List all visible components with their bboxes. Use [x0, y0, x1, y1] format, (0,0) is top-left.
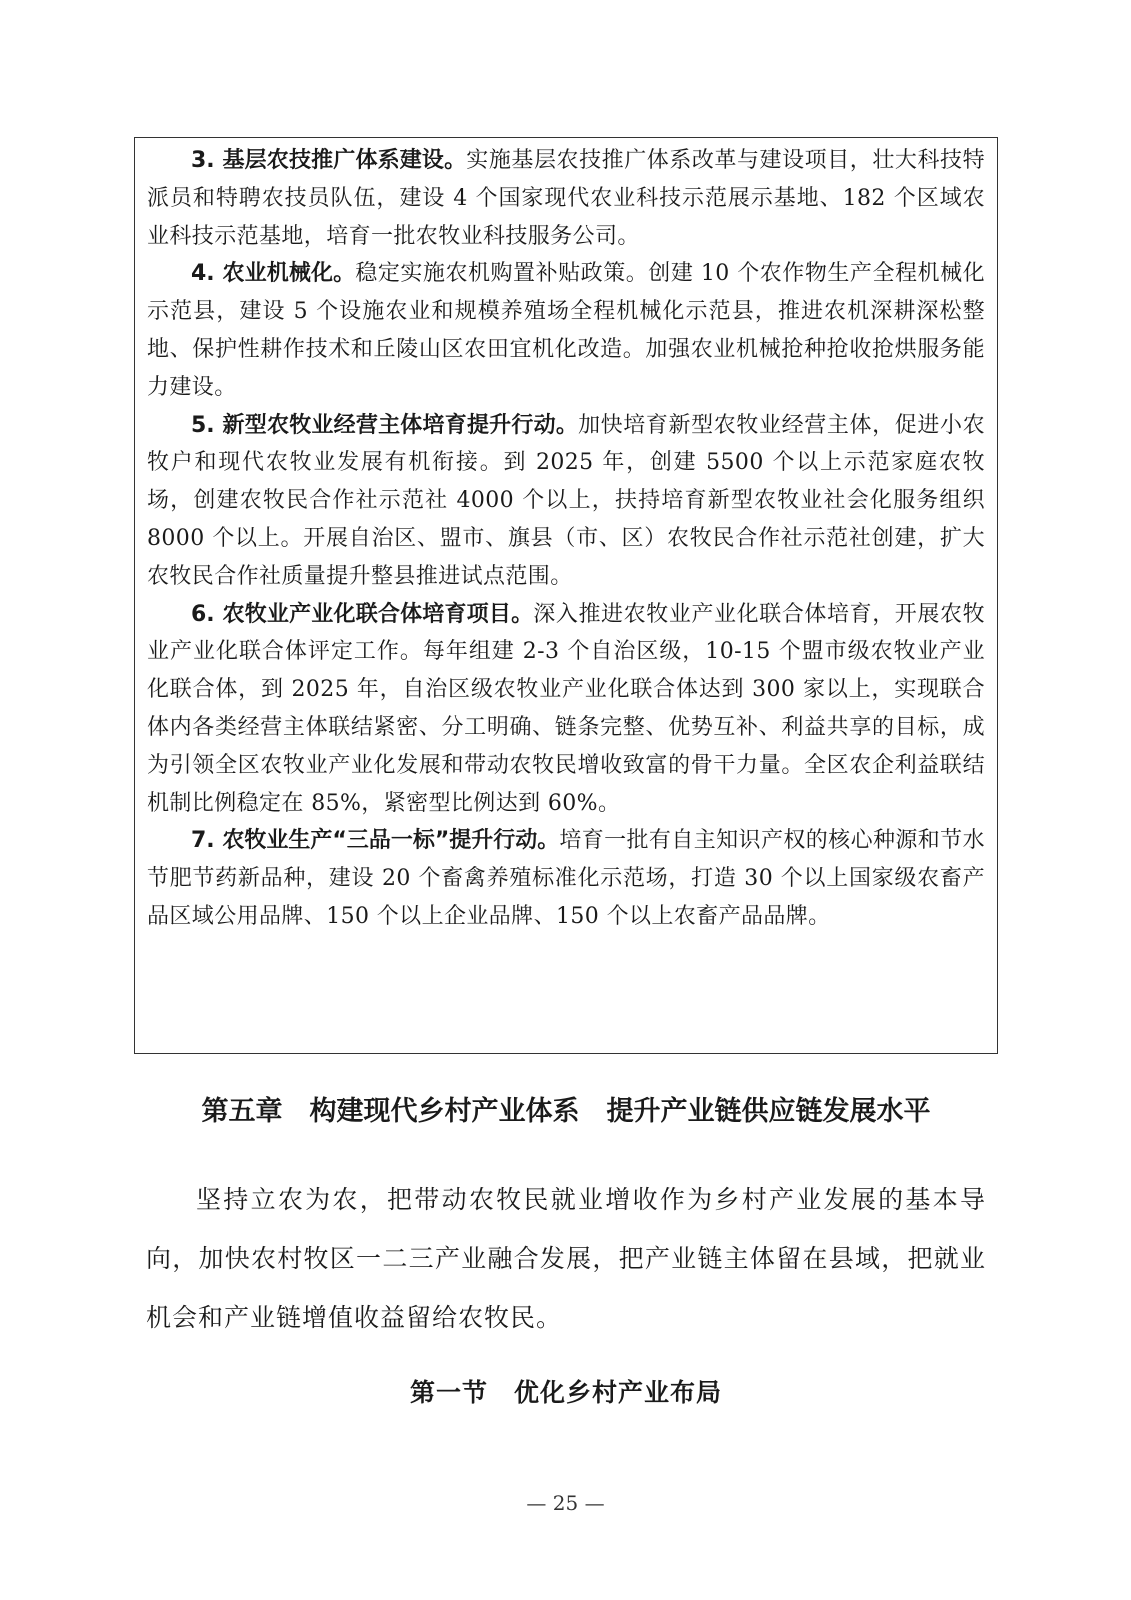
project-item-4-text: 稳定实施农机购置补贴政策。创建 10 个农作物生产全程机械化示范县，建设 5 个设施农业和规模养殖场全程机械化示范县，推进农机深耕深松整地、保护性耕作技术和丘陵山区农田宜机化改造。加强农业机械抢种抢收抢烘服务能力建设。	[147, 261, 986, 400]
project-item-3-heading: 3. 基层农技推广体系建设。	[191, 148, 467, 173]
project-item-7-text: 培育一批有自主知识产权的核心种源和节水节肥节药新品种，建设 20 个畜禽养殖标准化示范场，打造 30 个以上国家级农畜产品区域公用品牌、150 个以上企业品牌、150 个以上农畜产品品牌。	[147, 828, 985, 929]
project-item-3-text: 实施基层农技推广体系改革与建设项目，壮大科技特派员和特聘农技员队伍，建设 4 个国家现代农业科技示范展示基地、182 个区域农业科技示范基地，培育一批农牧业科技服务公司。	[147, 148, 986, 249]
project-item-6-heading: 6. 农牧业产业化联合体培育项目。	[191, 601, 534, 627]
project-item-3	[147, 142, 985, 255]
body-paragraph: 坚持立农为农，把带动农牧民就业增收作为乡村产业发展的基本导向，加快农村牧区一二三产业融合发展，把产业链主体留在县域，把就业机会和产业链增值收益留给农牧民。	[146, 1185, 986, 1332]
project-item-7	[147, 822, 985, 935]
chapter-title: 第五章 构建现代乡村产业体系 提升产业链供应链发展水平	[201, 1096, 931, 1127]
project-item-5-heading: 5. 新型农牧业经营主体培育提升行动。	[191, 412, 579, 438]
section-title: 第一节 优化乡村产业布局	[409, 1378, 722, 1407]
project-item-5-text: 加快培育新型农牧业经营主体，促进小农牧户和现代农牧业发展有机衔接。到 2025 年，创建 5500 个以上示范家庭农牧场，创建农牧民合作社示范社 4000 个以上，扶持培育新型农牧业社会化服务组织 8000 个以上。开展自治区、盟市、旗县（市、区）农牧民合作社示范社创建，扩大农牧民合作社质量提升整县推进试点范围。	[147, 412, 985, 589]
project-item-4-heading: 4. 农业机械化。	[191, 261, 356, 287]
project-item-7-heading: 7. 农牧业生产“三品一标”提升行动。	[191, 828, 560, 854]
project-item-6	[147, 596, 985, 823]
page-number: — 25 —	[526, 1491, 605, 1515]
project-item-6-text: 深入推进农牧业产业化联合体培育，开展农牧业产业化联合体评定工作。每年组建 2-3 个自治区级，10-15 个盟市级农牧业产业化联合体，到 2025 年，自治区级农牧业产业化联合体达到 300 家以上，实现联合体内各类经营主体联结紧密、分工明确、链条完整、优势互补、利益共享的目标，成为引领全区农牧业产业化发展和带动农牧民增收致富的骨干力量。全区农企利益联结机制比例稳定在 85%，紧密型比例达到 60%。	[147, 601, 985, 816]
project-item-4	[147, 255, 985, 406]
project-item-5	[147, 407, 985, 596]
bordered-project-box	[134, 137, 998, 1054]
